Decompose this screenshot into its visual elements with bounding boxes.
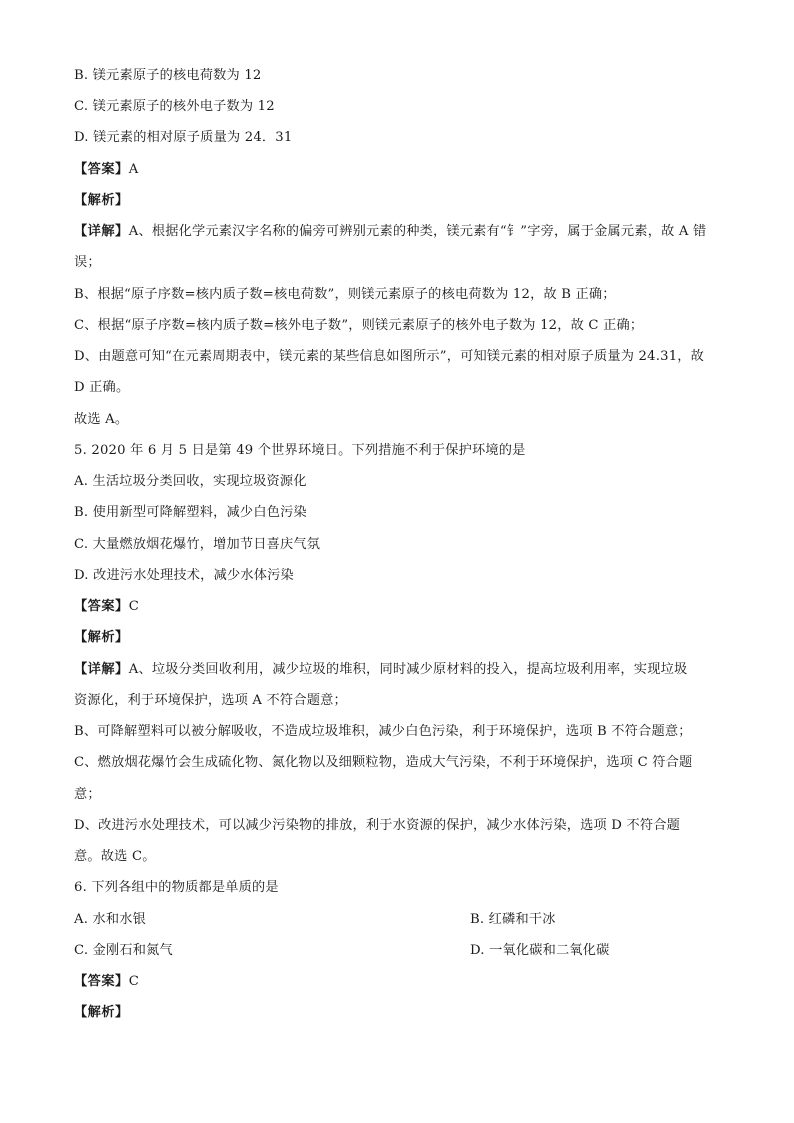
- answer-tag: 【答案】: [74, 599, 129, 614]
- q4-option-b: B. 镁元素原子的核电荷数为 12: [74, 68, 262, 83]
- q5-detail-line: C、燃放烟花爆竹会生成硫化物、氮化物以及细颗粒物，造成大气污染，不利于环境保护，选项 C 符合题: [74, 755, 693, 770]
- answer-value: C: [128, 974, 140, 989]
- q5-detail-line: 意。故选 C。: [74, 849, 156, 864]
- answer-value: C: [128, 599, 140, 614]
- q6-stem: 6. 下列各组中的物质都是单质的是: [74, 880, 279, 895]
- q6-option-d: D. 一氧化碳和二氧化碳: [470, 943, 610, 958]
- q5-option-a: A. 生活垃圾分类回收，实现垃圾资源化: [74, 474, 307, 489]
- q4-answer: [74, 160, 732, 180]
- answer-tag: 【答案】: [74, 162, 129, 177]
- detail-tag: 【详解】: [74, 224, 129, 239]
- q5-stem: 5. 2020 年 6 月 5 日是第 49 个世界环境日。下列措施不利于保护环境的是: [74, 443, 526, 458]
- q4-detail-line: C、根据“原子序数=核内质子数=核外电子数”，则镁元素原子的核外电子数为 12，故 C 正确；: [74, 318, 644, 333]
- q5-detail-line: 资源化，利于环境保护，选项 A 不符合题意；: [74, 693, 347, 708]
- q5-detail-line: D、改进污水处理技术，可以减少污染物的排放，利于水资源的保护，减少水体污染，选项 D 不符合题: [74, 818, 680, 833]
- q4-option-d: D. 镁元素的相对原子质量为 24．31: [74, 130, 293, 145]
- q6-option-c: C. 金刚石和氮气: [74, 943, 173, 958]
- q4-option-c: C. 镁元素原子的核外电子数为 12: [74, 99, 275, 114]
- q6-answer: [74, 972, 732, 992]
- q6-options-row-2: [74, 941, 732, 961]
- q4-detail-line: 故选 A。: [74, 412, 129, 427]
- q5-detail-line: 【详解】A、垃圾分类回收利用，减少垃圾的堆积，同时减少原材料的投入，提高垃圾利用率，实现垃圾: [74, 662, 688, 677]
- detail-tag: 【详解】: [74, 662, 129, 677]
- q4-detail-line: D、由题意可知“在元素周期表中，镁元素的某些信息如图所示”，可知镁元素的相对原子质量为 24.31，故: [74, 349, 705, 364]
- q5-detail-line: 意；: [74, 787, 101, 802]
- q4-detail-line: D 正确。: [74, 380, 130, 395]
- q5-analysis-tag: 【解析】: [74, 630, 129, 645]
- q5-answer: [74, 597, 732, 617]
- q4-analysis-tag: 【解析】: [74, 193, 129, 208]
- q5-option-d: D. 改进污水处理技术，减少水体污染: [74, 568, 294, 583]
- q5-option-b: B. 使用新型可降解塑料，减少白色污染: [74, 505, 307, 520]
- q6-analysis-tag: 【解析】: [74, 1005, 129, 1020]
- q4-detail-line: 【详解】A、根据化学元素汉字名称的偏旁可辨别元素的种类，镁元素有“钅”字旁，属于金属元素，故 A 错: [74, 224, 707, 239]
- q4-detail-line: B、根据“原子序数=核内质子数=核电荷数”，则镁元素原子的核电荷数为 12，故 B 正确；: [74, 287, 616, 302]
- answer-tag: 【答案】: [74, 974, 129, 989]
- q5-option-c: C. 大量燃放烟花爆竹，增加节日喜庆气氛: [74, 537, 321, 552]
- answer-value: A: [128, 162, 139, 177]
- q6-option-a: A. 水和水银: [74, 912, 147, 927]
- q6-option-b: B. 红磷和干冰: [470, 912, 556, 927]
- q6-options-row-1: [74, 910, 732, 930]
- q4-detail-line: 误；: [74, 255, 101, 270]
- q5-detail-line: B、可降解塑料可以被分解吸收，不造成垃圾堆积，减少白色污染，利于环境保护，选项 B 不符合题意；: [74, 724, 692, 739]
